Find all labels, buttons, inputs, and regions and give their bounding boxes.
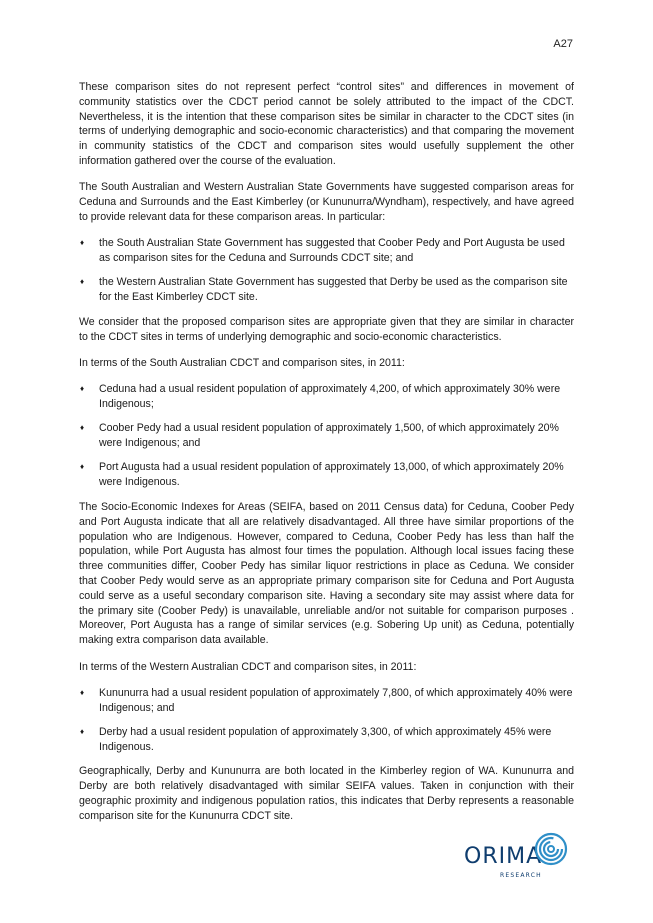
diamond-bullet-icon: ♦ [80, 238, 85, 248]
orima-research-logo [462, 832, 572, 884]
diamond-bullet-icon: ♦ [80, 423, 85, 433]
list-item [79, 382, 574, 412]
diamond-bullet-icon: ♦ [80, 462, 85, 472]
list-item-text: Kununurra had a usual resident population of approximately 7,800, of which approximately 40% were Indigenous; and [99, 686, 573, 714]
list-item-text: Port Augusta had a usual resident population of approximately 13,000, of which approximately 20% were Indigenous. [99, 461, 564, 489]
page-number: A27 [553, 38, 573, 50]
paragraph-seifa: The Socio-Economic Indexes for Areas (SEIFA, based on 2011 Census data) for Ceduna, Coober Pedy and Port Augusta indicate that all are relatively disadvantaged. All three have similar proportions of the population who are Indigenous. However, compared to Ceduna, Coober Pedy has less than half the population, while Port Augusta has almost four times the population. Although local issues facing these three communities differ, Coober Pedy has similar liquor restrictions in place as Ceduna. We consider that Coober Pedy would serve as an appropriate primary comparison site for Ceduna and Port Augusta could serve as a useful secondary comparison site. Having a secondary site may assist where data for the primary site (Coober Pedy) is unavailable, unreliable and/or not suitable for comparison purposes . Moreover, Port Augusta has a range of similar services (e.g. Sobering Up unit) as Ceduna, potentially making extra comparison data available. [79, 501, 574, 647]
logo-wordmark: ORIMA [464, 844, 543, 869]
diamond-bullet-icon: ♦ [80, 384, 85, 394]
list-item-text: Coober Pedy had a usual resident population of approximately 1,500, of which approximately 20% were Indigenous; and [99, 422, 559, 450]
list-item [79, 725, 574, 755]
list-item [79, 236, 574, 266]
paragraph-wa-intro: In terms of the Western Australian CDCT and comparison sites, in 2011: [79, 660, 417, 673]
logo-subtitle: RESEARCH [500, 872, 542, 879]
paragraph-sa-intro: In terms of the South Australian CDCT and comparison sites, in 2011: [79, 356, 405, 369]
list-wa-populations [79, 686, 574, 755]
paragraph-state-governments: The South Australian and Western Australian State Governments have suggested comparison areas for Ceduna and Surrounds and the East Kimberley (or Kununurra/Wyndham), respectively, and have agreed to provide relevant data for these comparison areas. In particular: [79, 181, 574, 223]
list-item-text: Derby had a usual resident population of approximately 3,300, of which approximately 45% were Indigenous. [99, 725, 552, 753]
list-item [79, 686, 574, 716]
paragraph-comparison-sites: These comparison sites do not represent perfect “control sites” and differences in movement of community statistics over the CDCT period cannot be solely attributed to the impact of the CDCT. Nevertheless, it is the intention that these comparison sites be similar in character to the CDCT sites (in terms of underlying demographic and socio-economic characteristics) and that comparing the movement in community statistics of the CDCT and comparison sites would usefully supplement the other information gathered over the course of the evaluation. [79, 81, 574, 167]
diamond-bullet-icon: ♦ [80, 726, 85, 736]
list-item-text: the South Australian State Government has suggested that Coober Pedy and Port Augusta be used as comparison sites for the Ceduna and Surrounds CDCT site; and [99, 237, 565, 264]
list-suggested-sites [79, 236, 574, 305]
list-item [79, 275, 574, 305]
diamond-bullet-icon: ♦ [80, 277, 85, 287]
list-item [79, 460, 574, 490]
document-body [79, 80, 574, 835]
list-item-text: the Western Australian State Government has suggested that Derby be used as the comparison site for the East Kimberley CDCT site. [99, 276, 568, 304]
swirl-icon [534, 832, 568, 866]
diamond-bullet-icon: ♦ [80, 687, 85, 697]
list-item [79, 421, 574, 451]
list-sa-populations [79, 382, 574, 490]
paragraph-geography: Geographically, Derby and Kununurra are both located in the Kimberley region of WA. Kununurra and Derby are both relatively disadvantaged with similar SEIFA values. Taken in conjunction with their geographic proximity and indigenous population ratios, this indicates that Derby represents a reasonable comparison site for the Kununurra CDCT site. [79, 765, 574, 822]
paragraph-appropriateness: We consider that the proposed comparison sites are appropriate given that they are similar in character to the CDCT sites in terms of underlying demographic and socio-economic characteristics. [79, 315, 574, 343]
list-item-text: Ceduna had a usual resident population of approximately 4,200, of which approximately 30% were Indigenous; [99, 383, 561, 411]
